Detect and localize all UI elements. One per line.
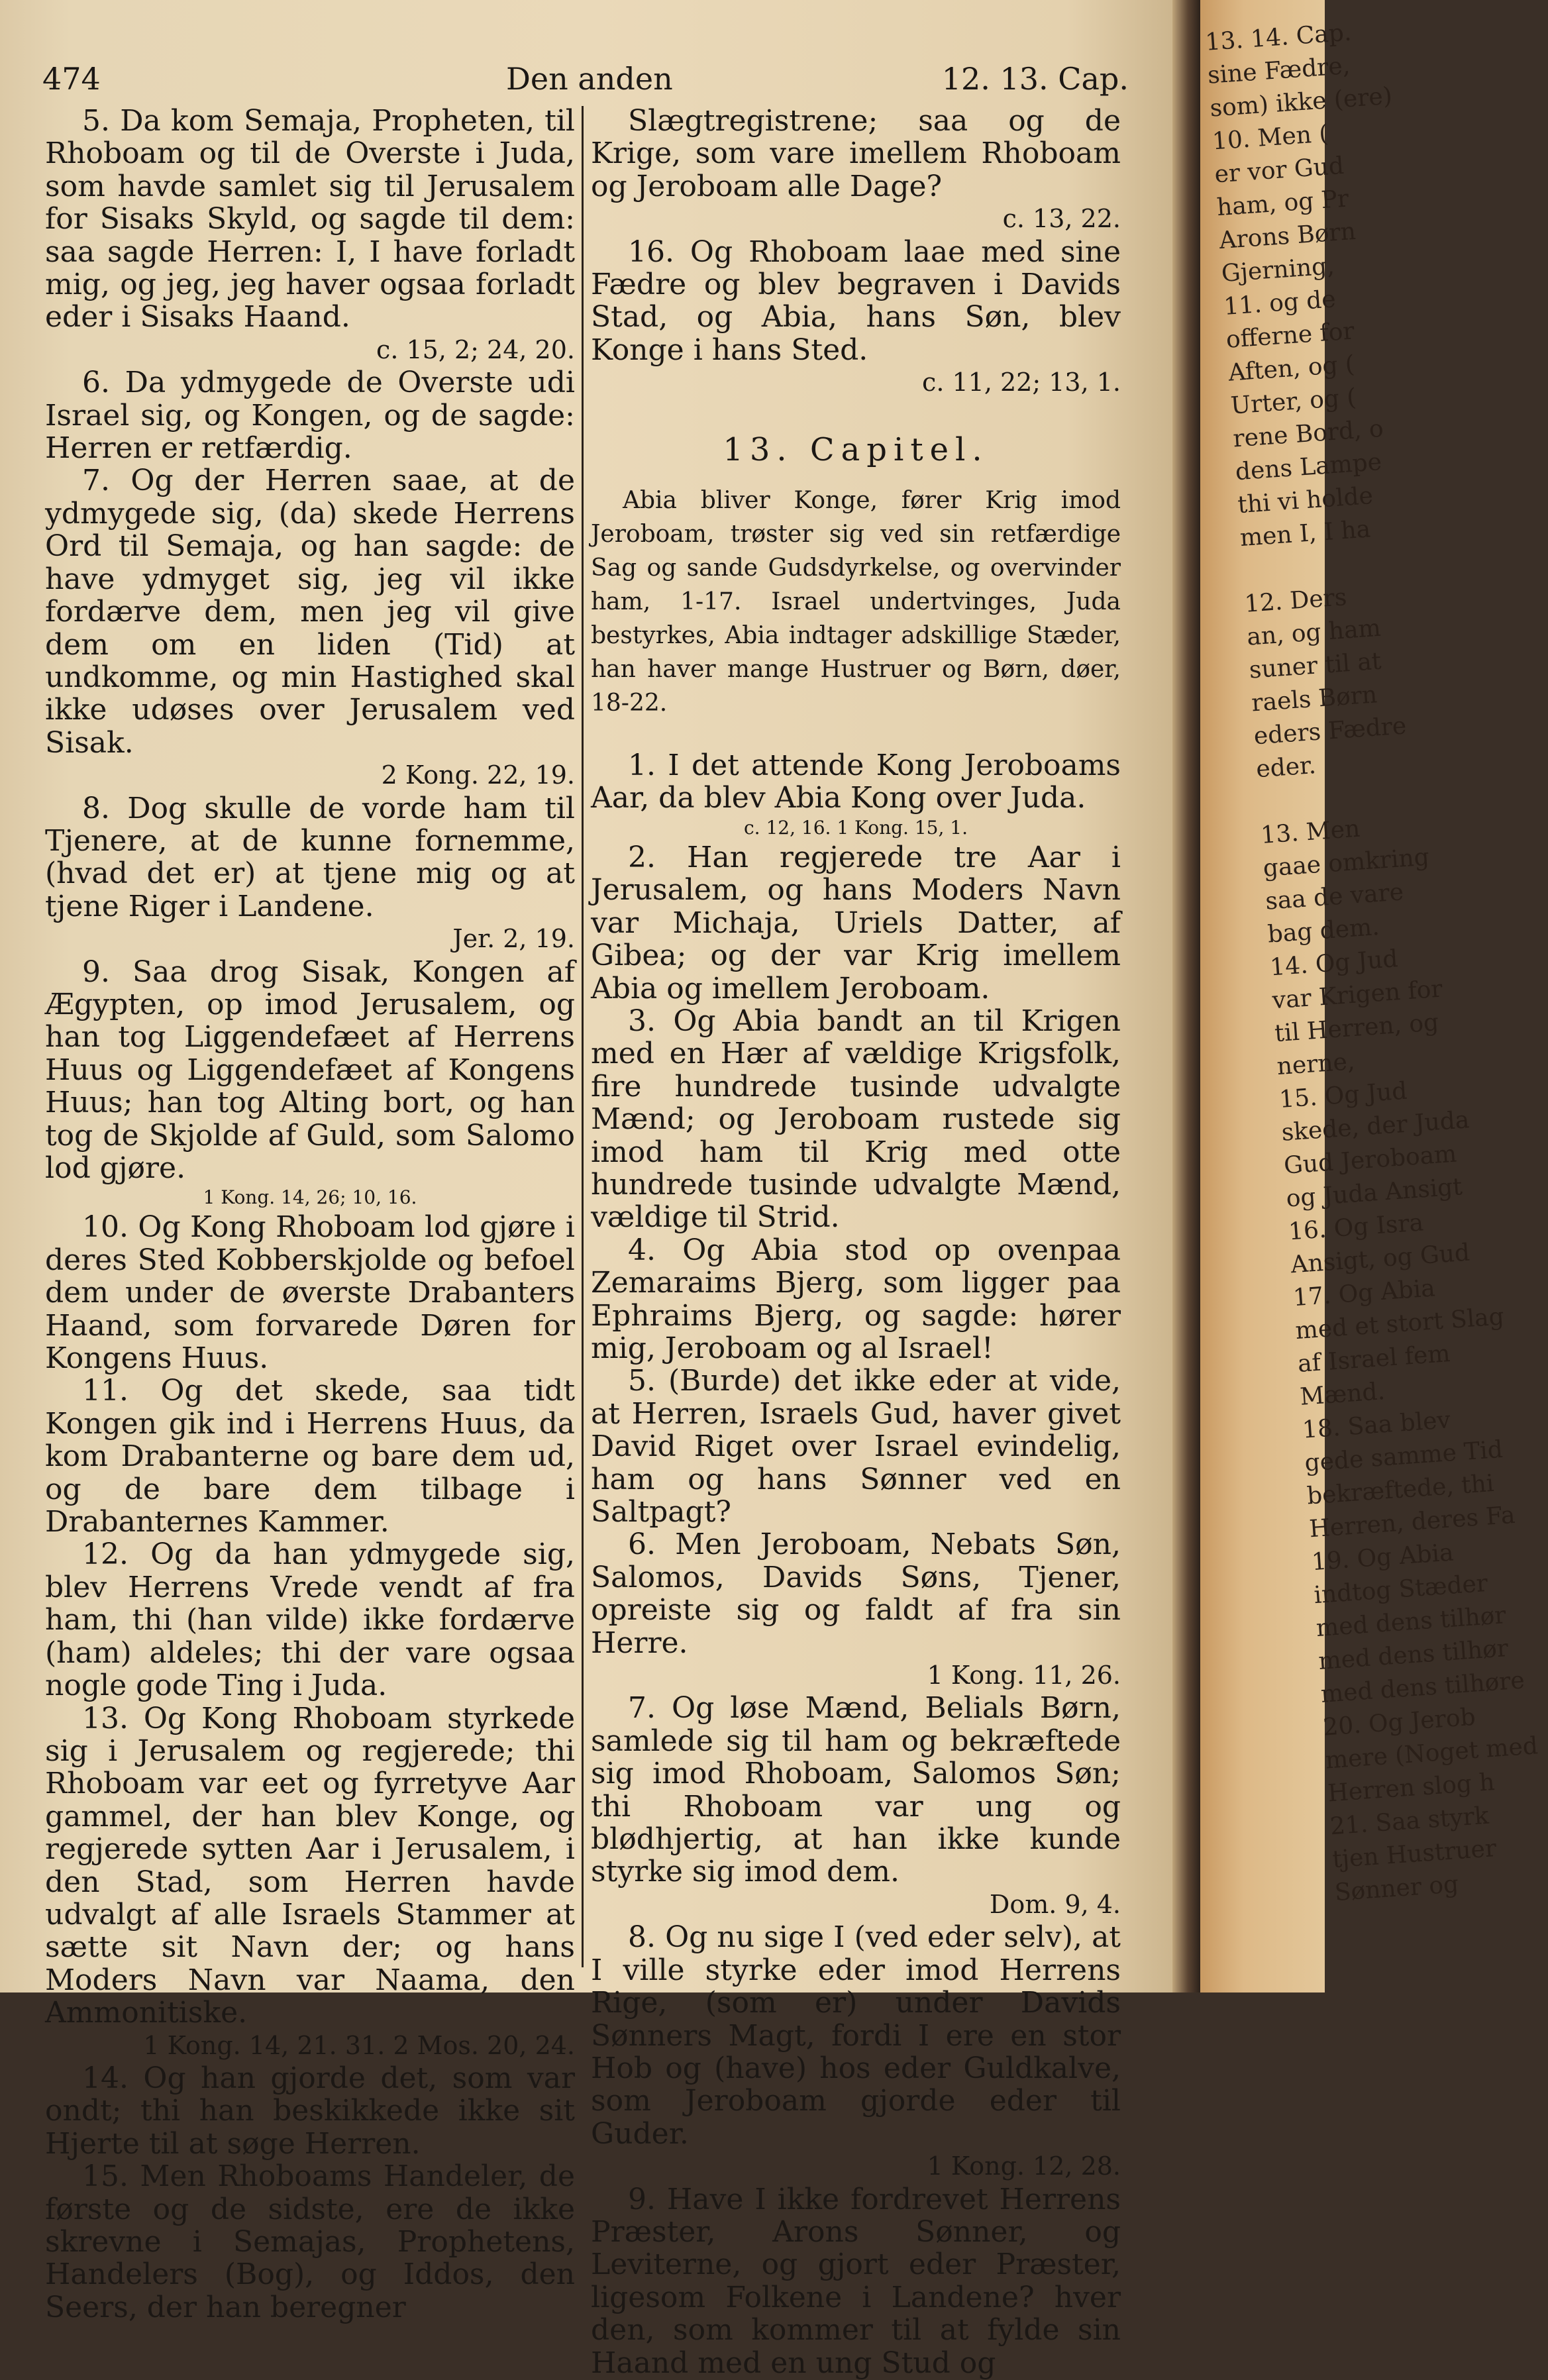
next-page-line: som) ikke (ere) xyxy=(1209,82,1394,123)
column-divider xyxy=(582,106,584,1967)
verse: 8. Dog skulle de vorde ham til Tjenere, at de kunne fornemme, (hvad det er) at tjene mig og at tjene Riger i Landene. xyxy=(45,791,575,923)
next-page-line: er vor Gud xyxy=(1213,152,1345,189)
verse: 12. Og da han ydmygede sig, blev Herrens Vrede vendt af fra ham, thi (han vilde) ikke fordærve (ham) aldeles; thi der vare ogsaa nogle gode Ting i Juda. xyxy=(45,1537,575,1703)
verse: 7. Og der Herren saae, at de ydmygede sig, (da) skede Herrens Ord til Semaja, og han sagde: de have ydmyget sig, jeg vil ikke fordærve dem, men jeg vil give dem om en liden (Tid) at undkomme, og min Hastighed skal ikke udøses over Jerusalem ved Sisak. xyxy=(45,464,575,760)
next-page-line: Herren, deres Fa xyxy=(1308,1501,1516,1543)
next-page-line: Ansigt, og Gud xyxy=(1290,1239,1471,1279)
next-page-line: men I, I ha xyxy=(1239,515,1372,552)
next-page-line: 20. Og Jerob xyxy=(1322,1703,1476,1741)
next-page-line: thi vi holde xyxy=(1237,482,1374,519)
next-page-line: 17. Og Abia xyxy=(1292,1274,1436,1312)
cross-reference: 1 Kong. 14, 21. 31. 2 Mos. 20, 24. xyxy=(143,2030,575,2060)
next-page-line: suner til at xyxy=(1248,647,1382,684)
next-page-line: rene Bord, o xyxy=(1232,415,1384,453)
next-page-line: 21. Saa styrk xyxy=(1329,1802,1490,1841)
verse: 5. Da kom Semaja, Propheten, til Rhoboam og til de Overste i Juda, som havde samlet sig til Jerusalem for Sisaks Skyld, og sagde til dem: saa sagde Herren: I, I have forladt mig, og jeg, jeg haver ogsaa forladt eder i Sisaks Haand. xyxy=(45,104,575,335)
chapter-range: 12. 13. Cap. xyxy=(941,61,1129,97)
next-page-line: 18. Saa blev xyxy=(1301,1406,1452,1444)
cross-reference: 1 Kong. 14, 26; 10, 16. xyxy=(203,1186,417,1209)
verse: 10. Og Kong Rhoboam lod gjøre i deres Sted Kobberskjolde og befoel dem under de øverste Drabanters Haand, som forvarede Døren for Kongens Huus. xyxy=(45,1210,575,1376)
next-page-line: 16. Og Isra xyxy=(1287,1209,1425,1246)
chapter-heading: 13. Capitel. xyxy=(723,431,989,468)
next-page-line: 14. Og Jud xyxy=(1268,945,1399,982)
next-page-line: Aften, og ( xyxy=(1227,350,1356,387)
cross-reference: c. 13, 22. xyxy=(1002,204,1121,234)
next-page-line: an, og ham xyxy=(1246,614,1382,651)
cross-reference: 1 Kong. 12, 28. xyxy=(927,2151,1121,2181)
verse: 1. I det attende Kong Jeroboams Aar, da blev Abia Kong over Juda. xyxy=(591,749,1121,815)
verse: 14. Og han gjorde det, som var ondt; thi han beskikkede ikke sit Hjerte til at søge Herren. xyxy=(45,2061,575,2161)
next-page-line: eders Fædre xyxy=(1253,712,1408,750)
right-column xyxy=(591,104,1121,2380)
next-page-line: af Israel fem xyxy=(1296,1340,1451,1378)
verse: 8. Og nu sige I (ved eder selv), at I ville styrke eder imod Herrens Rige, (som er) under Davids Sønners Magt, fordi I ere en stor Hob og (have) hos eder Guldkalve, som Jeroboam gjorde eder til Guder. xyxy=(591,1920,1121,2151)
next-page-line: Arons Børn xyxy=(1218,217,1357,255)
book-gutter xyxy=(1172,0,1200,1992)
running-title: Den anden xyxy=(506,61,673,97)
next-page-line: og Juda Ansigt xyxy=(1285,1173,1463,1213)
verse: Slægtregistrene; saa og de Krige, som vare imellem Rhoboam og Jeroboam alle Dage? xyxy=(591,104,1121,203)
cross-reference: c. 12, 16. 1 Kong. 15, 1. xyxy=(744,816,968,839)
verse: 6. Da ydmygede de Overste udi Israel sig, og Kongen, og de sagde: Herren er retfærdig. xyxy=(45,366,575,466)
next-page-line: skede, der Juda xyxy=(1280,1106,1471,1147)
next-page-line: sine Fædre, xyxy=(1206,52,1351,89)
next-page-line: dens Lampe xyxy=(1234,448,1383,486)
cross-reference: 2 Kong. 22, 19. xyxy=(381,760,575,790)
next-page-line: Sønner og xyxy=(1333,1871,1460,1907)
next-page-line: saa de vare xyxy=(1264,878,1405,915)
next-page-line: tjen Hustruer xyxy=(1331,1834,1498,1874)
verse: 11. Og det skede, saa tidt Kongen gik ind i Herrens Huus, da kom Drabanterne og bare dem ud, og de bare dem tilbage i Drabanternes Kammer. xyxy=(45,1374,575,1539)
next-page-line: indtog Stæder xyxy=(1313,1569,1489,1610)
next-page-line: var Krigen for xyxy=(1271,975,1443,1015)
next-page-line: med dens tilhør xyxy=(1315,1602,1507,1643)
next-page-line: raels Børn xyxy=(1251,681,1378,717)
next-page-line: 12. Ders xyxy=(1243,584,1348,618)
left-column xyxy=(45,104,575,2324)
verse: 13. Og Kong Rhoboam styrkede sig i Jerusalem og regjerede; thi Rhoboam var eet og fyrretyve Aar gammel, der han blev Konge, og regjerede sytten Aar i Jerusalem, i den Stad, som Herren havde udvalgt af alle Israels Stammer at sætte sit Navn der; og hans Moders Navn var Naama, den Ammonitiske. xyxy=(45,1701,575,2030)
verse: 15. Men Rhoboams Handeler, de første og de sidste, ere de ikke skrevne i Semajas, Prophetens, Handelers (Bog), og Iddos, den Seers, der han beregner xyxy=(45,2159,575,2324)
next-page-line: 15. Og Jud xyxy=(1278,1077,1408,1113)
next-page-line: ham, og Pr xyxy=(1215,185,1350,222)
next-page-line: med dens tilhør xyxy=(1317,1635,1510,1675)
right-column-verses xyxy=(591,749,1121,2379)
page-header xyxy=(42,61,1129,105)
next-page-line: 11. og de xyxy=(1223,285,1337,321)
verse: 2. Han regjerede tre Aar i Jerusalem, og hans Moders Navn var Michaja, Uriels Datter, af Gibea; og der var Krig imellem Abia og imellem Jeroboam. xyxy=(591,840,1121,1006)
next-page-line: Urter, og ( xyxy=(1229,384,1357,420)
next-page-fragment xyxy=(1200,0,1539,1992)
cross-reference: 1 Kong. 11, 26. xyxy=(927,1661,1121,1690)
next-page-line: 13. Men xyxy=(1259,815,1361,849)
next-page-line: til Herren, og xyxy=(1273,1009,1440,1048)
next-page-line: offerne for xyxy=(1225,317,1355,354)
cross-reference: c. 15, 2; 24, 20. xyxy=(376,335,575,364)
next-page-line: 19. Og Abia xyxy=(1310,1539,1455,1577)
cross-reference: Jer. 2, 19. xyxy=(452,924,575,954)
verse: 6. Men Jeroboam, Nebats Søn, Salomos, Davids Søns, Tjener, opreiste sig og faldt af fra sin Herre. xyxy=(591,1527,1121,1660)
chapter-summary: Abia bliver Konge, fører Krig imod Jeroboam, trøster sig ved sin retfærdige Sag og sande Gudsdyrkelse, og overvinder ham, 1-17. Israel undertvinges, Juda bestyrkes, Abia indtager adskillige Stæder, han haver mange Hustruer og Børn, døer, 18-22. xyxy=(591,487,1121,717)
cross-reference: Dom. 9, 4. xyxy=(989,1889,1121,1919)
next-page-line: 10. Men ( xyxy=(1211,120,1329,156)
next-page-line: 13. 14. Cap. xyxy=(1204,19,1353,56)
verse: 7. Og løse Mænd, Belials Børn, samlede sig til ham og bekræftede sig imod Rhoboam, Salomos Søn; thi Rhoboam var ung og blødhjertig, at han ikke kunde styrke sig imod dem. xyxy=(591,1691,1121,1889)
next-page-line: Gjerning, xyxy=(1220,252,1335,288)
verse: 9. Have I ikke fordrevet Herrens Præster, Arons Sønner, og Leviterne, og gjort eder Præster, ligesom Folkene i Landene? hver den, som kommer til at fylde sin Haand med en ung Stud og xyxy=(591,2182,1121,2380)
next-page-line: mere (Noget med xyxy=(1324,1732,1539,1775)
next-page-line: gede samme Tid xyxy=(1304,1435,1504,1477)
next-page-text xyxy=(1204,17,1539,1910)
next-page-line: bekræftede, thi xyxy=(1306,1469,1495,1510)
next-page-line: Gud Jeroboam xyxy=(1282,1140,1458,1180)
cross-reference: c. 11, 22; 13, 1. xyxy=(922,368,1121,397)
next-page-line: med et stort Slag xyxy=(1294,1303,1505,1345)
next-page-line: bag dem. xyxy=(1266,913,1380,949)
next-page-line: med dens tilhøre xyxy=(1319,1667,1526,1708)
next-page-line: Mænd. xyxy=(1299,1378,1386,1411)
verse: 4. Og Abia stod op ovenpaa Zemaraims Bjerg, som ligger paa Ephraims Bjerg, og sagde: hører mig, Jeroboam og al Israel! xyxy=(591,1233,1121,1365)
page-number: 474 xyxy=(42,61,101,97)
verse: 5. (Burde) det ikke eder at vide, at Herren, Israels Gud, haver givet David Riget over Israel evindelig, ham og hans Sønner ved en Saltpagt? xyxy=(591,1364,1121,1529)
next-page-line: Herren slog h xyxy=(1327,1768,1496,1808)
verse: 16. Og Rhoboam laae med sine Fædre og blev begraven i Davids Stad, og Abia, hans Søn, blev Konge i hans Sted. xyxy=(591,234,1121,367)
next-page-line: nerne, xyxy=(1276,1048,1356,1081)
verse: 3. Og Abia bandt an til Krigen med en Hær af vældige Krigsfolk, fire hundrede tusinde udvalgte Mænd; og Jeroboam rustede sig imod ham til Krig med otte hundrede tusinde udvalgte Mænd, vældige til Strid. xyxy=(591,1004,1121,1235)
verse: 9. Saa drog Sisak, Kongen af Ægypten, op imod Jerusalem, og han tog Liggendefæet af Herrens Huus og Liggendefæet af Kongens Huus; han tog Alting bort, og han tog de Skjolde af Guld, som Salomo lod gjøre. xyxy=(45,955,575,1185)
right-column-continuation xyxy=(591,105,1121,399)
next-page-line: eder. xyxy=(1255,752,1317,784)
next-page-line: gaae omkring xyxy=(1262,843,1431,882)
